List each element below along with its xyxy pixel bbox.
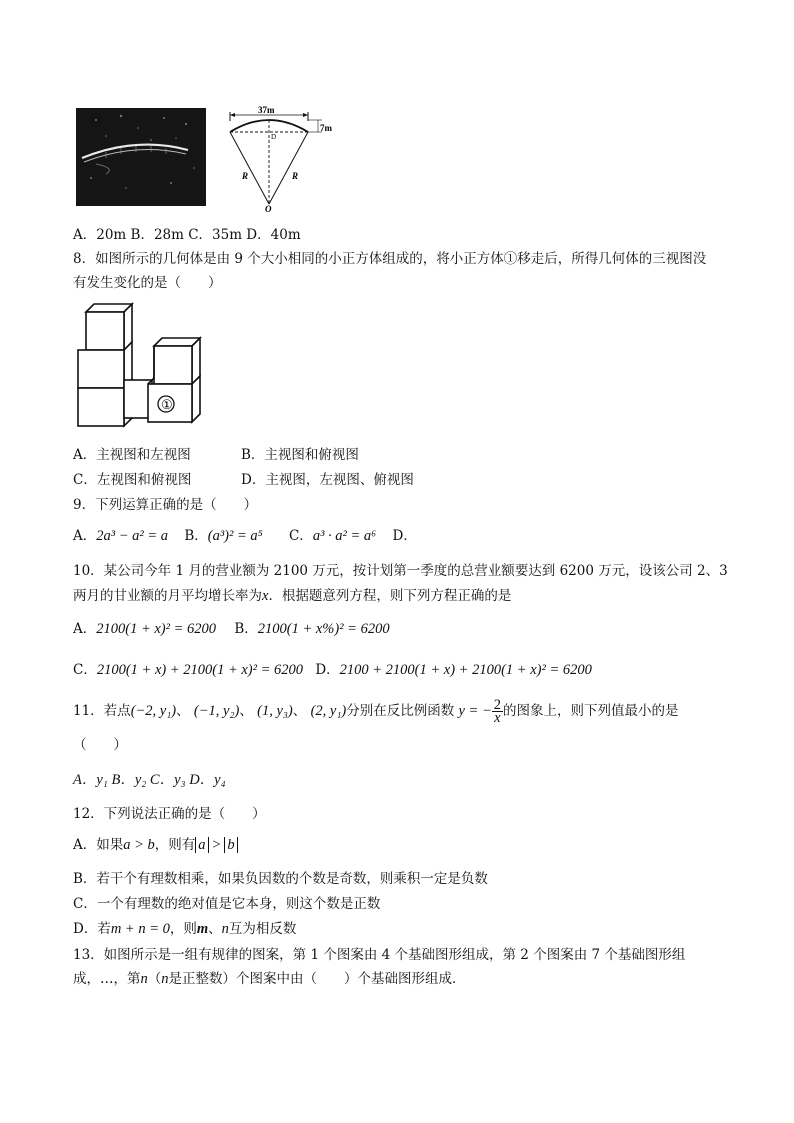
q10-stem-line1: 10．某公司今年 1 月的营业额为 2100 万元，按计划第一季度的总营业额要达到 6200 万元，设该公司 2、3 [73,563,728,579]
q11-stem [73,699,679,724]
q12-option-a-cond: a > b [123,837,155,853]
label-r2: R [292,171,299,181]
label-o: O [265,204,272,214]
bridge-photo-drawing [76,108,206,206]
arc-diagram [222,104,337,214]
q11-func-lhs: y = − [458,703,492,719]
q13-n-1: n [140,971,148,987]
q8-option-cd [73,471,414,489]
q12-option-d-post: 互为相反数 [228,921,297,937]
q11-point-3: (1, y₃) [257,703,293,719]
q12-option-d-expr: m + n = 0 [110,921,170,937]
label-d: D [271,133,277,141]
q10-option-c-label: C． [73,662,97,678]
q11-func-num: 2 [493,697,502,713]
radius-left [230,132,269,204]
q10-stem-line2 [73,587,511,605]
bridge-photo [76,108,206,206]
q12-option-d-sep: 、 [208,921,222,937]
q10-options-cd [73,661,592,679]
q12-option-a-mid: ，则有 [154,837,196,853]
q9-option-a-label: A． [73,528,97,544]
q11-fraction [492,699,503,724]
q12-option-b: B．若干个有理数相乘，如果负因数的个数是奇数，则乘积一定是负数 [73,871,488,887]
q12-option-a-pre: A．如果 [73,837,124,853]
q11-prefix: 11．若点 [73,703,131,719]
cube-figure [76,300,208,432]
q12-option-c: C．一个有理数的绝对值是它本身，则这个数是正数 [73,896,381,912]
q12-abs-b: b [224,837,237,853]
q13-stem-line1: 13．如图所示是一组有规律的图案，第 1 个图案由 4 个基础图形组成，第 2 个图案由 7 个基础图形组 [73,947,686,963]
q9-stem: 9．下列运算正确的是（ ） [73,497,258,513]
q13-stem-line2-b: （ [147,971,162,987]
q11-func-den: x [494,710,501,726]
q12-option-d-m: m [196,921,209,937]
q12-abs-a: a [195,837,208,853]
q12-option-d-pre: D．若 [73,921,111,937]
q8-stem-line1: 8．如图所示的几何体是由 9 个大小相同的小正方体组成的，将小正方体①移走后，所得几何体的三视图没 [73,251,707,267]
q10-option-c: 2100(1 + x) + 2100(1 + x)² = 6200 [96,662,304,678]
label-height: 7m [320,123,332,133]
q12-option-d-n: n [221,921,229,937]
q11-mid: 分别在反比例函数 [346,703,455,719]
q8-option-b: B．主视图和俯视图 [241,447,359,463]
q10-stem-line2-b: ．根据题意列方程，则下列方程正确的是 [268,588,512,604]
q13-stem-line2-a: 成，…，第 [73,971,141,987]
q12-option-d-mid: ，则 [169,921,197,937]
q8-stem-line2: 有发生变化的是（ ） [73,275,222,291]
q9-option-a: 2a³ − a² = a [96,528,169,544]
q11-sep-2: 、 [239,703,253,719]
q12-option-d [73,920,296,938]
q11-sep-1: 、 [176,703,190,719]
radius-right [269,132,308,204]
q7-options: A．20m B．28m C．35m D．40m [73,227,301,243]
q12-option-a [73,836,238,854]
q10-stem-line2-a: 两月的甘业额的月平均增长率为 [73,588,262,604]
q10-var-x: x [262,588,269,604]
q10-option-a-label: A． [73,621,97,637]
q9-options [73,527,417,545]
q10-option-d: 2100 + 2100(1 + x) + 2100(1 + x)² = 6200 [339,662,592,678]
q13-stem-line2 [73,970,466,988]
q11-point-1: (−2, y₁) [130,703,177,719]
q12-abs-gt: > [211,837,222,853]
q10-option-a: 2100(1 + x)² = 6200 [96,621,217,637]
q11-blank: （ ） [73,737,127,753]
q11-point-4: (2, y₁) [310,703,347,719]
q13-n-2: n [161,971,169,987]
q13-stem-line2-c: 是正整数）个图案中由（ ）个基础图形组成． [168,971,466,987]
q10-options-ab [73,620,390,638]
q9-option-c-label: C． [288,528,313,544]
q9-option-c: a³ · a² = a⁶ [312,528,377,544]
q8-option-ab [73,446,359,464]
q10-option-b: 2100(1 + x%)² = 6200 [257,621,390,637]
q9-option-d-label: D． [392,528,417,544]
q9-option-b: (a³)² = a⁵ [207,528,263,544]
q11-suffix: 的图象上，则下列值最小的是 [503,703,679,719]
label-r1: R [242,171,249,181]
q11-sep-3: 、 [292,703,307,719]
cube-marker: ① [161,397,173,412]
q8-option-c: C．左视图和俯视图 [73,472,192,488]
q11-options: A．y₁ B．y₂ C．y₃ D．y₄ [73,772,226,788]
q8-option-a: A．主视图和左视图 [73,447,191,463]
q12-stem: 12．下列说法正确的是（ ） [73,806,266,822]
q11-point-2: (−1, y₂) [193,703,240,719]
q9-option-b-label: B． [184,528,208,544]
q10-option-d-label: D． [315,662,340,678]
q8-option-d: D．主视图，左视图、俯视图 [241,472,414,488]
label-width: 37m [258,105,275,115]
q10-option-b-label: B． [234,621,258,637]
